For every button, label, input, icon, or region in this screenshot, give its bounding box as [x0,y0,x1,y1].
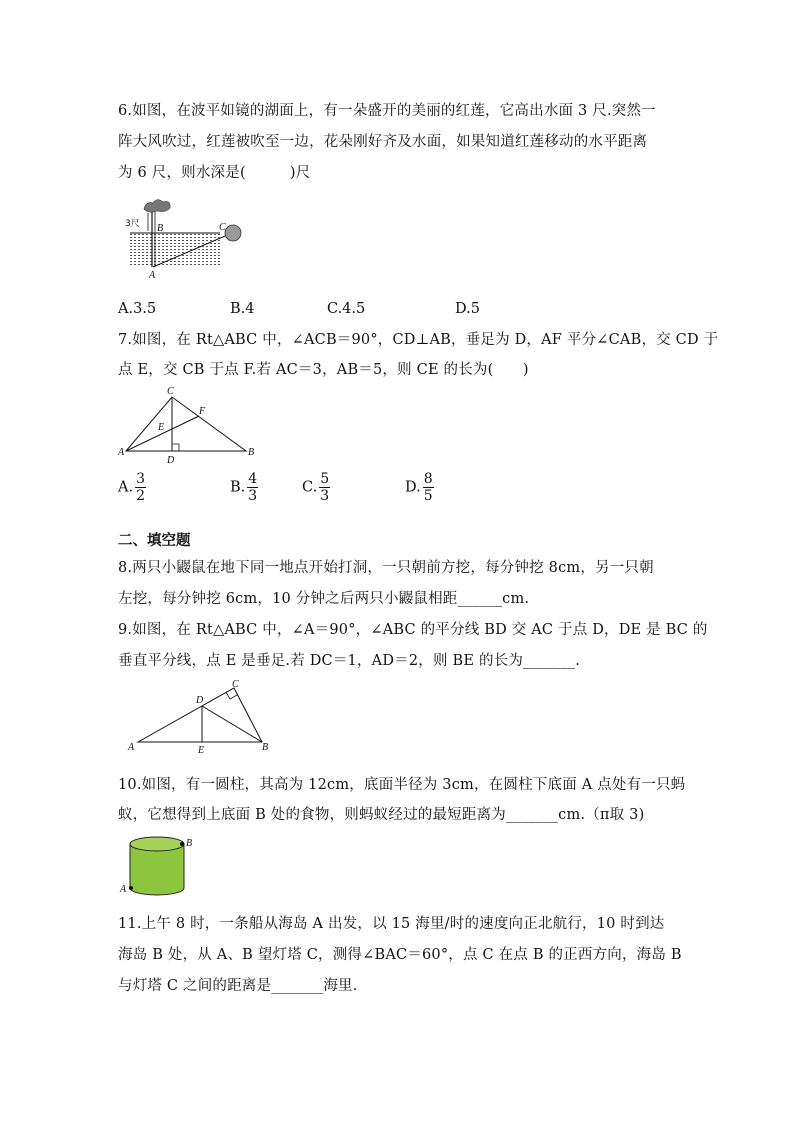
pt-a: A [118,447,125,458]
pt-a: A [120,884,127,895]
point-c-label: C [219,222,226,233]
q11-line-1: 11.上午 8 时，一条船从海岛 A 出发，以 15 海里/时的速度向正北航行，10 时到达 [118,916,665,932]
point-a-label: A [149,270,156,281]
right-angle-mark [226,692,237,699]
q7-option-b[interactable]: B. $\frac{4}{3}$ [230,471,258,504]
q6-lotus-figure [122,197,242,281]
cylinder-top [130,837,184,851]
pt-a: A [128,742,135,753]
q10-line-1: 10.如图，有一圆柱，其高为 12cm，底面半径为 3cm，在圆柱下底面 A 点处有一只蚂 [118,777,686,793]
q11-line-3: 与灯塔 C 之间的距离是_______海里. [118,978,358,994]
q10-cylinder-figure [120,832,200,902]
q7-line-2: 点 E，交 CB 于点 F.若 AC＝3，AB＝5，则 CE 的长为( ) [118,362,529,378]
point-a-dot [129,886,133,890]
q7-line-1: 7.如图，在 Rt△ABC 中，∠ACB＝90°，CD⊥AB，垂足为 D，AF 平分∠CAB，交 CD 于 [118,332,719,348]
pt-b: B [262,742,269,753]
point-b-label: B [157,223,164,234]
q8-line-2: 左挖，每分钟挖 6cm，10 分钟之后两只小鼹鼠相距______cm. [118,591,530,607]
pt-e: E [158,422,165,433]
q7-triangle-figure [118,385,258,465]
pt-e: E [198,745,205,756]
q6-option-d[interactable]: D.5 [455,301,480,317]
q6-option-c[interactable]: C.4.5 [327,301,366,317]
lotus-bent-flower [225,225,241,241]
pt-f: F [199,406,206,417]
point-b-dot [180,842,184,846]
pt-d: D [167,455,175,466]
section-title: 二、填空题 [118,533,191,549]
q11-line-2: 海岛 B 处，从 A、B 望灯塔 C，测得∠BAC＝60°，点 C 在点 B 的正西方向，海岛 B [118,947,682,963]
lotus-flower [144,200,170,212]
q7-option-c[interactable]: C. $\frac{5}{3}$ [302,471,330,504]
pt-b: B [186,838,193,849]
pt-b: B [248,447,255,458]
cylinder-body [130,844,184,895]
q6-line-2: 阵大风吹过，红莲被吹至一边，花朵刚好齐及水面，如果知道红莲移动的水平距离 [118,134,648,150]
water-body [130,233,220,267]
pt-c: C [232,679,239,690]
q9-line-1: 9.如图，在 Rt△ABC 中，∠A＝90°，∠ABC 的平分线 BD 交 AC 于点 D，DE 是 BC 的 [118,622,708,638]
q6-line-1: 6.如图，在波平如镜的湖面上，有一朵盛开的美丽的红莲，它高出水面 3 尺.突然一 [118,103,656,119]
height-label: 3尺 [125,219,140,229]
q6-line-3: 为 6 尺，则水深是( )尺 [118,165,311,181]
right-angle-mark [172,444,179,451]
pt-d: D [196,695,204,706]
q6-option-b[interactable]: B.4 [230,301,255,317]
q7-option-d[interactable]: D. $\frac{8}{5}$ [405,471,433,504]
pt-c: C [167,386,174,397]
q8-line-1: 8.两只小鼹鼠在地下同一地点开始打洞，一只朝前方挖，每分钟挖 8cm，另一只朝 [118,560,654,576]
q9-triangle-figure [124,678,284,758]
q9-line-2: 垂直平分线，点 E 是垂足.若 DC＝1，AD＝2，则 BE 的长为_______. [118,653,581,669]
q6-option-a[interactable]: A.3.5 [118,301,157,317]
q10-line-2: 蚁，它想得到上底面 B 处的食物，则蚂蚁经过的最短距离为_______cm.（π取 3) [118,807,645,823]
q7-option-a[interactable]: A. $\frac{3}{2}$ [118,471,146,504]
